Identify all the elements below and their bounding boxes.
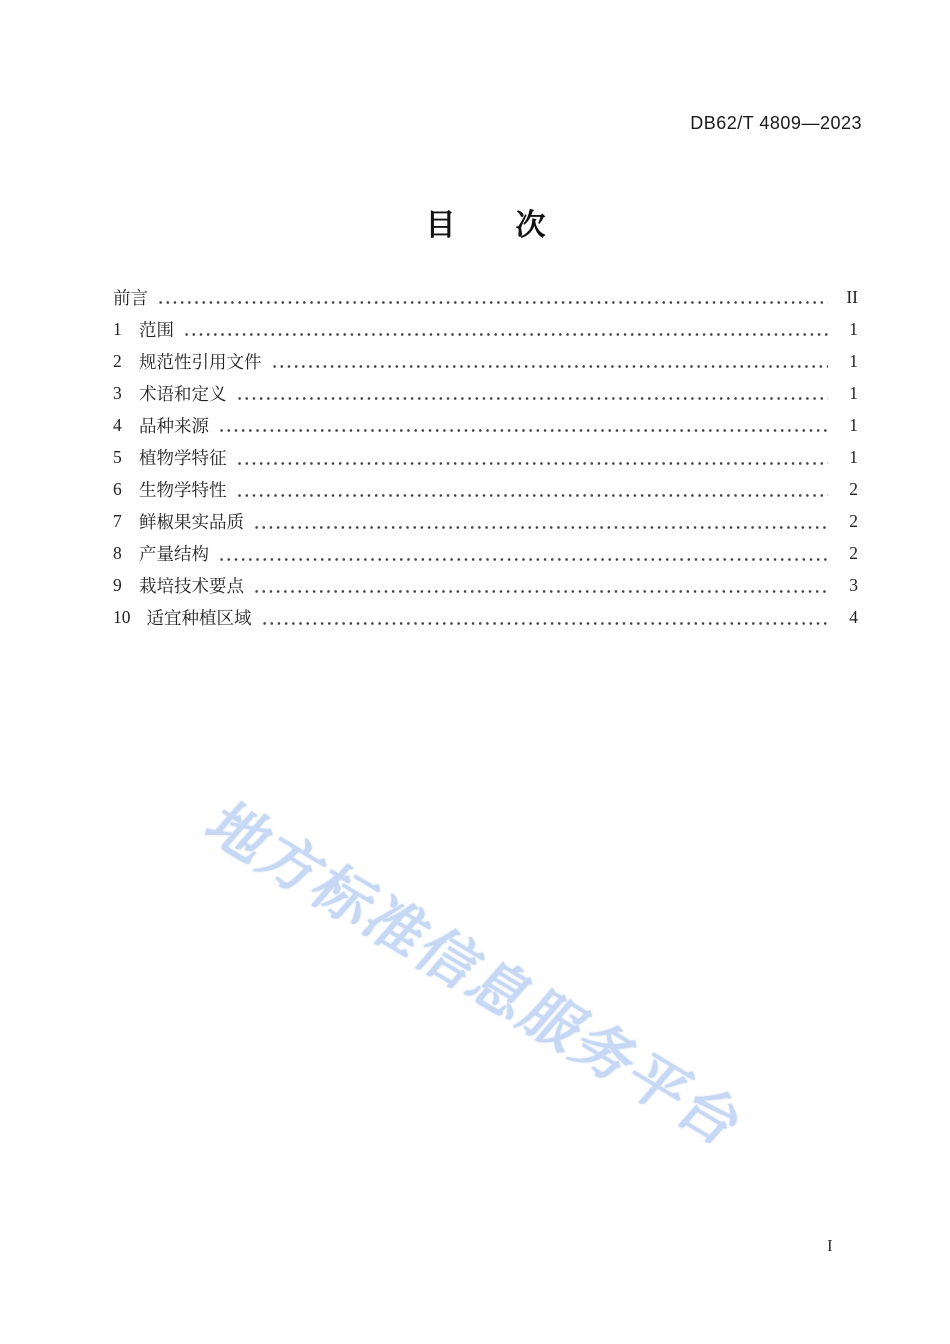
toc-entry	[113, 441, 858, 473]
toc-entry-label: 品种来源	[139, 415, 209, 436]
toc-entry-number: 10	[113, 607, 131, 628]
toc-entry-page: 1	[849, 447, 858, 468]
dot-leader	[157, 301, 828, 304]
dot-leader	[183, 333, 828, 336]
watermark-text: 地方标准信息服务平台	[192, 793, 759, 1158]
toc-entry-label: 生物学特性	[139, 480, 227, 501]
dot-leader	[236, 397, 829, 400]
toc-entry-label: 适宜种植区域	[146, 608, 252, 629]
dot-leader	[218, 429, 828, 432]
toc-entry-label: 前言	[113, 287, 148, 308]
toc-entry	[113, 570, 858, 602]
toc-entry-page: 2	[849, 511, 858, 532]
toc-entry-number: 8	[113, 543, 122, 564]
toc-entry-page: 4	[849, 607, 858, 628]
toc-entry-page: 2	[849, 543, 858, 564]
toc-entry-number: 5	[113, 447, 122, 468]
toc-entry	[113, 602, 858, 634]
toc-entry	[113, 281, 858, 313]
page-title: 目 次	[425, 209, 546, 242]
toc-entry	[113, 377, 858, 409]
toc-entry-label: 范围	[139, 319, 174, 340]
toc-entry	[113, 345, 858, 377]
toc-list	[113, 281, 858, 634]
toc-entry	[113, 409, 858, 441]
dot-leader	[236, 462, 829, 465]
toc-entry-number: 3	[113, 382, 122, 403]
toc-entry-number: 9	[113, 575, 122, 596]
toc-entry-page: 1	[849, 382, 858, 403]
toc-entry-page: 1	[849, 414, 858, 435]
toc-entry	[113, 538, 858, 570]
toc-entry-label: 规范性引用文件	[139, 351, 262, 372]
dot-leader	[218, 558, 828, 561]
toc-entry-page: 1	[849, 350, 858, 371]
toc-entry-number: 6	[113, 479, 122, 500]
toc-entry-label: 鲜椒果实品质	[139, 512, 244, 533]
toc-entry-label: 产量结构	[139, 544, 209, 565]
toc-entry-number: 1	[113, 318, 122, 339]
toc-entry-page: 1	[849, 318, 858, 339]
toc-entry-label: 植物学特征	[139, 448, 227, 469]
dot-leader	[236, 494, 829, 497]
dot-leader	[253, 526, 828, 529]
toc-entry	[113, 313, 858, 345]
toc-entry	[113, 474, 858, 506]
toc-entry-page: 3	[849, 575, 858, 596]
footer-page-number: I	[827, 1236, 833, 1255]
toc-entry-number: 7	[113, 511, 122, 532]
dot-leader	[261, 622, 829, 625]
toc-entry-label: 术语和定义	[139, 383, 227, 404]
toc-entry-page: 2	[849, 479, 858, 500]
toc-entry-page: II	[846, 286, 858, 307]
toc-entry-label: 栽培技术要点	[139, 576, 244, 597]
toc-entry	[113, 506, 858, 538]
dot-leader	[253, 590, 828, 593]
toc-entry-number: 4	[113, 414, 122, 435]
toc-entry-number: 2	[113, 350, 122, 371]
dot-leader	[271, 365, 829, 368]
standard-code: DB62/T 4809—2023	[690, 113, 862, 133]
